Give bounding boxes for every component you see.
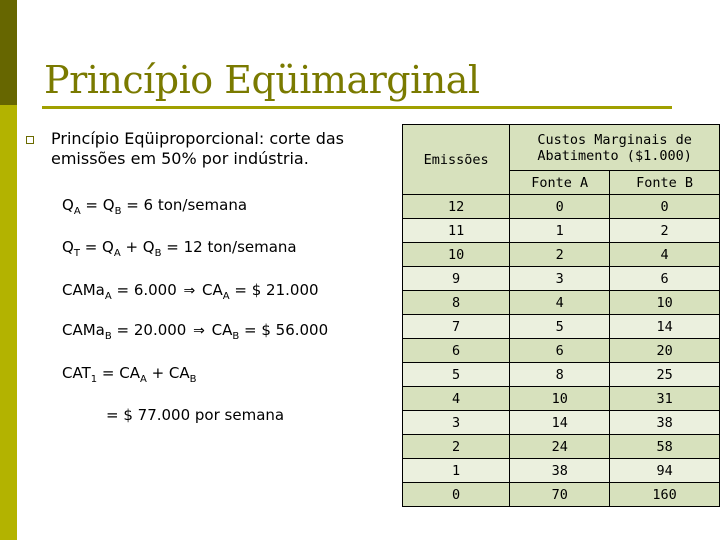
cell-fonte-b: 25 (610, 363, 720, 387)
cell-fonte-a: 3 (510, 267, 610, 291)
cell-fonte-b: 160 (610, 483, 720, 507)
square-bullet-icon (26, 136, 34, 144)
cell-fonte-b: 2 (610, 219, 720, 243)
table-row (403, 363, 720, 387)
equation-quantities: $Q_A = Q_B = 6$ ton/semana (62, 196, 248, 217)
cell-fonte-a: 4 (510, 291, 610, 315)
cell-fonte-a: 0 (510, 195, 610, 219)
cell-fonte-b: 20 (610, 339, 720, 363)
cell-fonte-b: 58 (610, 435, 720, 459)
cell-fonte-a: 8 (510, 363, 610, 387)
cell-fonte-a: 5 (510, 315, 610, 339)
cell-fonte-b: 6 (610, 267, 720, 291)
cell-fonte-a: 24 (510, 435, 610, 459)
slide-title: Princípio Eqüimarginal (44, 58, 480, 102)
marginal-cost-table (402, 124, 720, 507)
cell-fonte-a: 1 (510, 219, 610, 243)
cell-emissoes: 0 (403, 483, 510, 507)
cell-emissoes: 4 (403, 387, 510, 411)
cell-emissoes: 12 (403, 195, 510, 219)
equation-cost-a: CAMa$_A$ = 6.000 ⇒ $CA_A$ = $ 21.000 (62, 281, 319, 302)
table-row (403, 459, 720, 483)
cell-fonte-a: 10 (510, 387, 610, 411)
cell-fonte-b: 4 (610, 243, 720, 267)
table-row (403, 387, 720, 411)
header-custos (510, 125, 720, 171)
table-row (403, 291, 720, 315)
cell-emissoes: 5 (403, 363, 510, 387)
cell-emissoes: 8 (403, 291, 510, 315)
table-row (403, 315, 720, 339)
cell-emissoes: 11 (403, 219, 510, 243)
cell-fonte-b: 10 (610, 291, 720, 315)
cell-emissoes: 10 (403, 243, 510, 267)
header-fonte-b: Fonte B (610, 171, 720, 195)
table-row (403, 267, 720, 291)
cell-fonte-a: 70 (510, 483, 610, 507)
cell-emissoes: 2 (403, 435, 510, 459)
cell-emissoes: 6 (403, 339, 510, 363)
cell-fonte-b: 38 (610, 411, 720, 435)
title-underline (42, 106, 672, 109)
cell-fonte-b: 94 (610, 459, 720, 483)
cell-fonte-a: 14 (510, 411, 610, 435)
cell-emissoes: 3 (403, 411, 510, 435)
implies-arrow-icon: ⇒ (183, 283, 196, 299)
table-row (403, 243, 720, 267)
table-row (403, 435, 720, 459)
cell-fonte-b: 14 (610, 315, 720, 339)
equation-total-cost: $CAT_1 = CA_A + CA_B$ (62, 364, 197, 385)
equation-total-quantity: $Q_T = Q_A + Q_B = 12$ ton/semana (62, 238, 297, 259)
cell-emissoes: 7 (403, 315, 510, 339)
table-row (403, 483, 720, 507)
header-fonte-a: Fonte A (510, 171, 610, 195)
cell-emissoes: 9 (403, 267, 510, 291)
cell-emissoes: 1 (403, 459, 510, 483)
table-row (403, 195, 720, 219)
header-custos-label: Custos Marginais de Abatimento ($1.000) (537, 131, 692, 164)
table-row (403, 339, 720, 363)
table-row (403, 219, 720, 243)
cell-fonte-a: 6 (510, 339, 610, 363)
cell-fonte-b: 31 (610, 387, 720, 411)
table-row (403, 411, 720, 435)
header-emissoes: Emissões (403, 125, 510, 195)
intro-text: Princípio Eqüiproporcional: corte das emissões em 50% por indústria. (51, 129, 345, 168)
implies-arrow-icon: ⇒ (193, 323, 205, 339)
cell-fonte-b: 0 (610, 195, 720, 219)
cell-fonte-a: 2 (510, 243, 610, 267)
cell-fonte-a: 38 (510, 459, 610, 483)
sidebar-accent-dark (0, 0, 17, 105)
equation-total-result: = $ 77.000 por semana (106, 406, 285, 424)
sidebar-accent (0, 105, 17, 540)
equation-cost-b: CAMa$_B$ = 20.000 ⇒ $CA_B$ = $ 56.000 (62, 321, 329, 342)
